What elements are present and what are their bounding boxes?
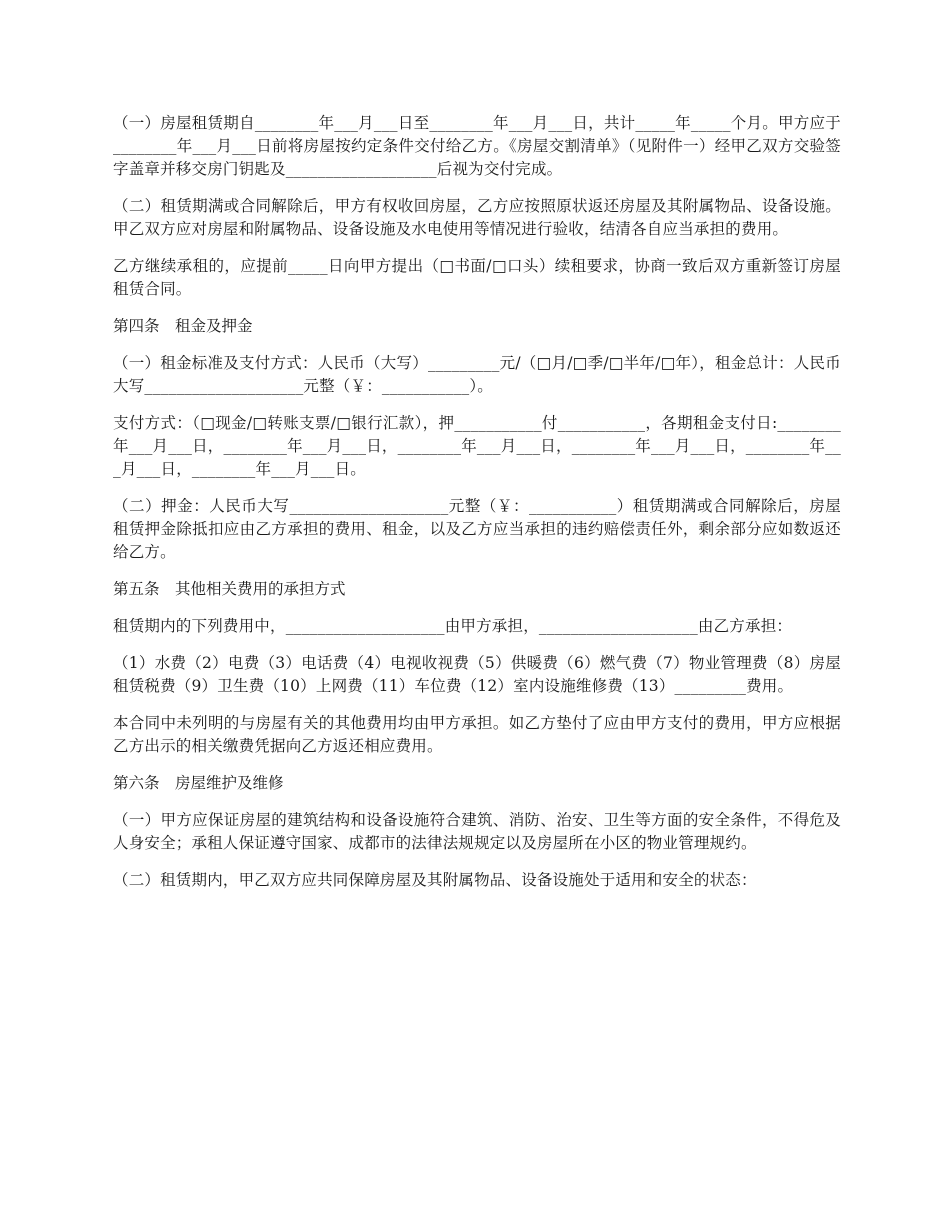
clause-deposit: （二）押金：人民币大写____________________元整（￥：___________）租赁期满或合同解除后，房屋租赁押金除抵扣应由乙方承担的费用、租金，以及乙方应当承担的违约赔偿责任外，剩余部分应如数返还给乙方。 bbox=[113, 497, 841, 561]
document-page bbox=[113, 112, 841, 906]
clause-other-fees: 本合同中未列明的与房屋有关的其他费用均由甲方承担。如乙方垫付了应由甲方支付的费用，甲方应根据乙方出示的相关缴费凭据向乙方返还相应费用。 bbox=[113, 714, 841, 755]
clause-safety: （一）甲方应保证房屋的建筑结构和设备设施符合建筑、消防、治安、卫生等方面的安全条件，不得危及人身安全；承租人保证遵守国家、成都市的法律法规规定以及房屋所在小区的物业管理规约。 bbox=[113, 811, 841, 852]
clause-lease-end: （二）租赁期满或合同解除后，甲方有权收回房屋，乙方应按照原状返还房屋及其附属物品、设备设施。甲乙双方应对房屋和附属物品、设备设施及水电使用等情况进行验收，结清各自应当承担的费用。 bbox=[113, 197, 841, 238]
clause-rent-standard: （一）租金标准及支付方式：人民币（大写）_________元/（□月/□季/□半年/□年），租金总计：人民币大写____________________元整（￥：___________）。 bbox=[113, 354, 841, 395]
clause-payment-method: 支付方式：（□现金/□转账支票/□银行汇款），押___________付___________，各期租金支付日:________年___月___日，________年___月___日，________年___月___日，________年___月___日，________年___月___日，________年___月___日。 bbox=[113, 414, 842, 478]
clause-lease-term: （一）房屋租赁期自________年___月___日至________年___月___日，共计_____年_____个月。甲方应于________年___月___日前将房屋按约定条件交付给乙方。《房屋交割清单》（见附件一）经甲乙双方交验签字盖章并移交房门钥匙及___________________后视为交付完成。 bbox=[113, 114, 841, 178]
clause-fee-list: （1）水费（2）电费（3）电话费（4）电视收视费（5）供暖费（6）燃气费（7）物业管理费（8）房屋租赁税费（9）卫生费（10）上网费（11）车位费（12）室内设施维修费（13）_________费用。 bbox=[113, 654, 841, 695]
clause-fee-split: 租赁期内的下列费用中，____________________由甲方承担，____________________由乙方承担： bbox=[113, 617, 793, 635]
clause-maintenance: （二）租赁期内，甲乙双方应共同保障房屋及其附属物品、设备设施处于适用和安全的状态： bbox=[113, 871, 757, 889]
article-6-heading: 第六条 房屋维护及维修 bbox=[113, 774, 284, 792]
clause-renewal: 乙方继续承租的，应提前_____日向甲方提出（□书面/□口头）续租要求，协商一致后双方重新签订房屋租赁合同。 bbox=[113, 257, 841, 298]
article-4-heading: 第四条 租金及押金 bbox=[113, 317, 253, 335]
article-5-heading: 第五条 其他相关费用的承担方式 bbox=[113, 580, 346, 598]
